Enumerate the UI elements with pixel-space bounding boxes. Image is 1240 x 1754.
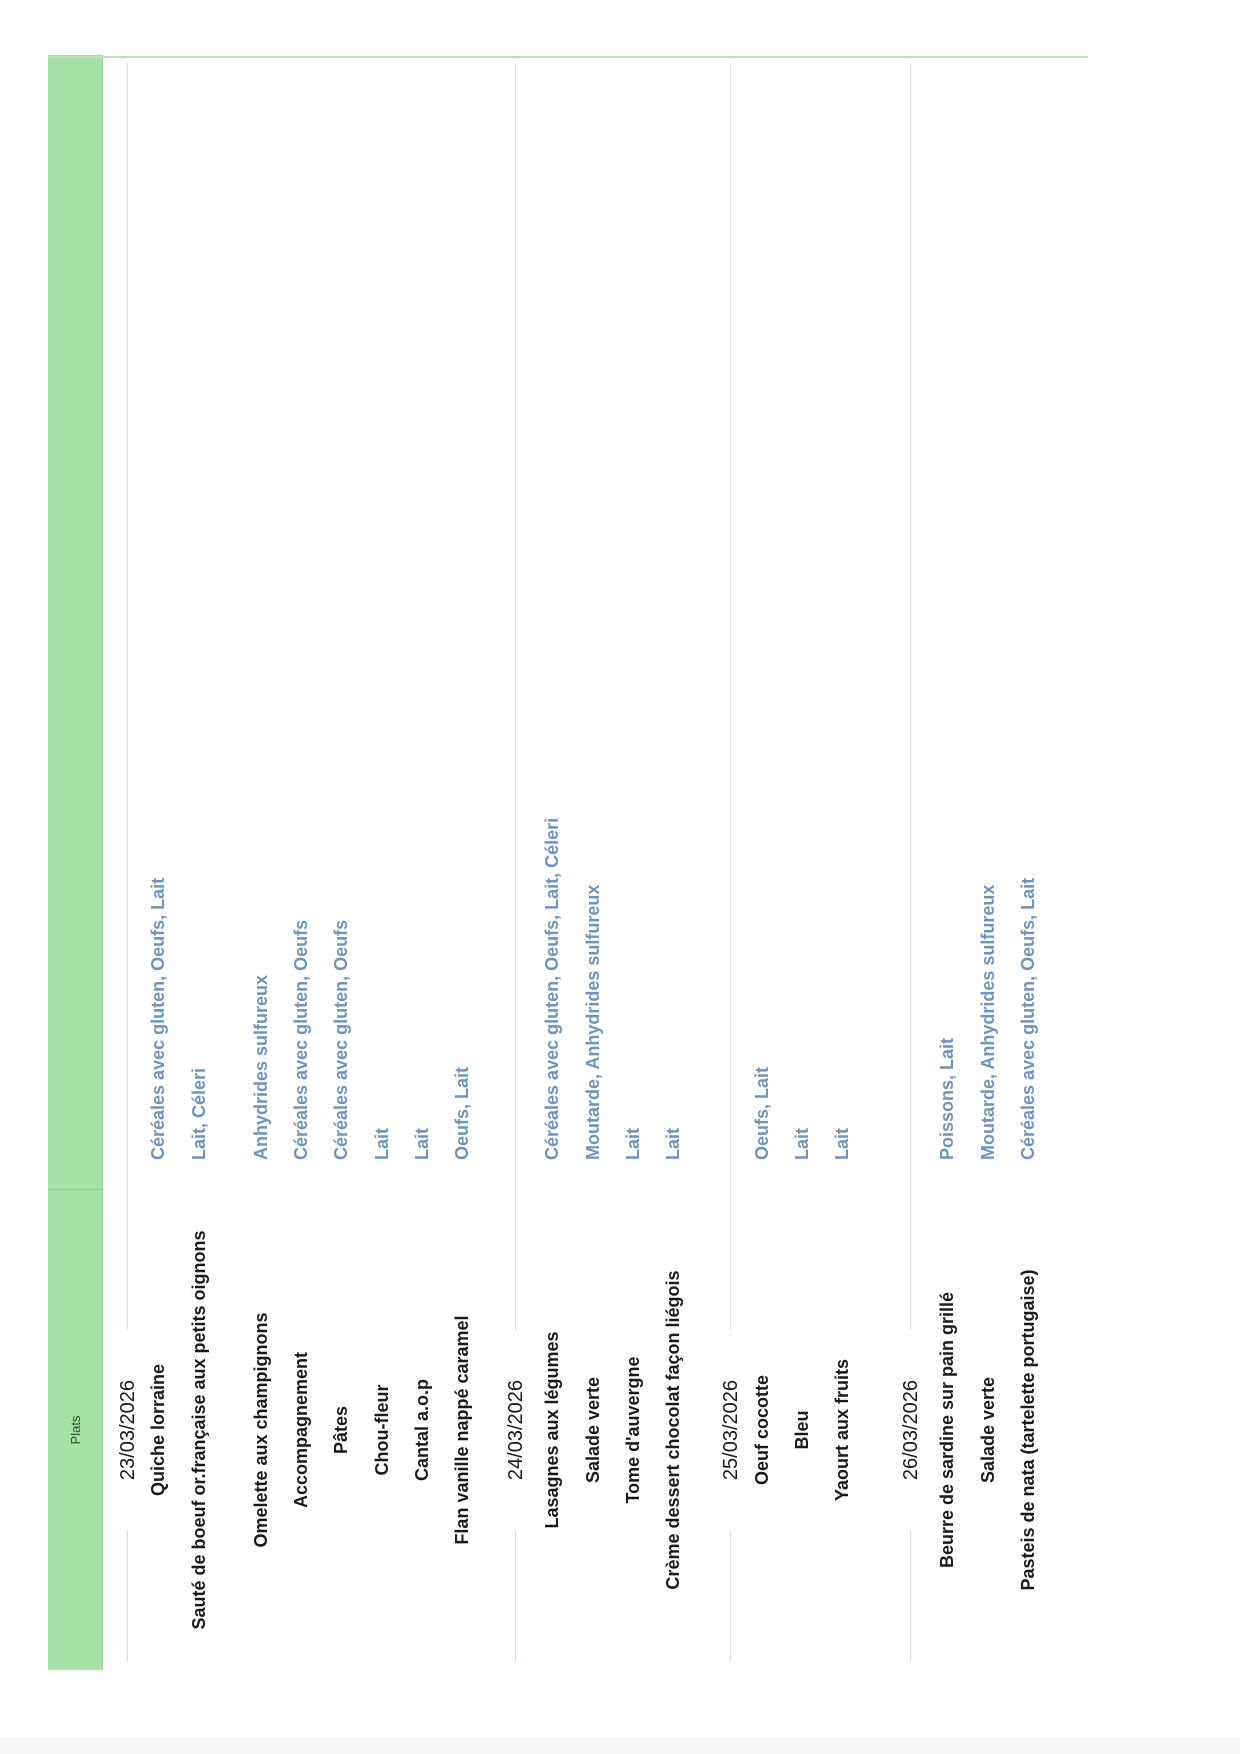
- dish-name: Bleu: [792, 1410, 812, 1450]
- table-row: [752, 55, 773, 1670]
- dish-name: Crème dessert chocolat façon liégois: [663, 1270, 683, 1590]
- dish-allergens: Lait, Céleri: [189, 1067, 209, 1160]
- dish-allergens: Céréales avec gluten, Oeufs, Lait, Céleri: [542, 817, 562, 1160]
- dish-name: Pasteis de nata (tartelette portugaise): [1018, 1269, 1038, 1591]
- table-row: [331, 55, 352, 1670]
- dish-allergens: Céréales avec gluten, Oeufs: [291, 919, 311, 1160]
- dish-allergens: Poissons, Lait: [937, 1037, 957, 1160]
- table-row: [251, 55, 272, 1670]
- table-header: [48, 55, 103, 1670]
- allergen-menu-table: [48, 55, 1088, 1670]
- table-row: [291, 55, 312, 1670]
- dish-name: Chou-fleur: [372, 1384, 392, 1476]
- dish-name: Sauté de boeuf or.française aux petits oignons: [189, 1230, 209, 1630]
- table-row: [583, 55, 604, 1670]
- dish-allergens: Lait: [372, 1127, 392, 1160]
- dish-name: Salade verte: [978, 1376, 998, 1484]
- dish-allergens: Céréales avec gluten, Oeufs, Lait: [1018, 877, 1038, 1160]
- dish-name: Quiche lorraine: [148, 1363, 168, 1497]
- page-margin: [0, 1738, 1240, 1754]
- table-row: [978, 55, 999, 1670]
- day-date: 23/03/2026: [114, 1330, 142, 1530]
- header-allergens: [48, 55, 102, 1189]
- dish-name: Omelette aux champignons: [251, 1312, 271, 1548]
- table-row: [1018, 55, 1039, 1670]
- table-row: [792, 55, 813, 1670]
- dish-allergens: Lait: [792, 1127, 812, 1160]
- table-row: [452, 55, 473, 1670]
- table-row: [189, 55, 210, 1670]
- dish-allergens: Oeufs, Lait: [752, 1066, 772, 1160]
- dish-allergens: Lait: [412, 1127, 432, 1160]
- dish-name: Lasagnes aux légumes: [542, 1331, 562, 1529]
- dish-name: Pâtes: [331, 1405, 351, 1455]
- dish-allergens: Oeufs, Lait: [452, 1066, 472, 1160]
- dish-name: Oeuf cocotte: [752, 1375, 772, 1486]
- dish-name: Salade verte: [583, 1376, 603, 1484]
- dish-allergens: Moutarde, Anhydrides sulfureux: [978, 884, 998, 1160]
- dish-allergens: Lait: [663, 1127, 683, 1160]
- header-plats: Plats: [48, 1189, 102, 1670]
- dish-allergens: Anhydrides sulfureux: [251, 974, 271, 1160]
- dish-name: Cantal a.o.p: [412, 1379, 432, 1482]
- dish-name: Tome d'auvergne: [623, 1356, 643, 1504]
- dish-allergens: Céréales avec gluten, Oeufs: [331, 919, 351, 1160]
- table-body: [102, 55, 1088, 1670]
- table-row: [832, 55, 853, 1670]
- dish-name: Accompagnement: [291, 1351, 311, 1509]
- table-row: [412, 55, 433, 1670]
- dish-allergens: Lait: [832, 1127, 852, 1160]
- day-date: 26/03/2026: [897, 1330, 925, 1530]
- dish-allergens: Céréales avec gluten, Oeufs, Lait: [148, 877, 168, 1160]
- day-date: 24/03/2026: [502, 1330, 530, 1530]
- day-date: 25/03/2026: [717, 1330, 745, 1530]
- table-row: [372, 55, 393, 1670]
- dish-name: Flan vanille nappé caramel: [452, 1315, 472, 1545]
- dish-name: Beurre de sardine sur pain grillé: [937, 1291, 957, 1569]
- table-row: [148, 55, 169, 1670]
- table-row: [542, 55, 563, 1670]
- dish-allergens: Moutarde, Anhydrides sulfureux: [583, 884, 603, 1160]
- dish-allergens: Lait: [623, 1127, 643, 1160]
- table-row: [937, 55, 958, 1670]
- table-row: [663, 55, 684, 1670]
- table-row: [623, 55, 644, 1670]
- dish-name: Yaourt aux fruits: [832, 1358, 852, 1502]
